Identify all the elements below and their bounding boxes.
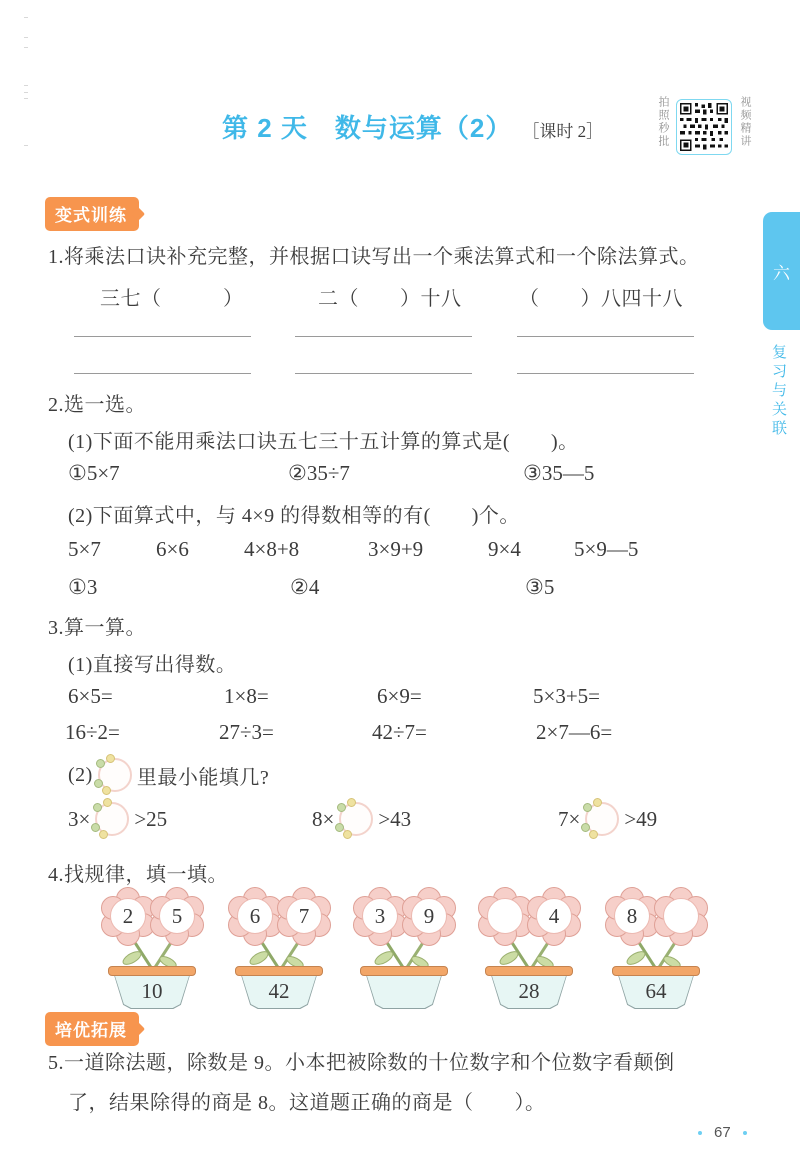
q1-answer-blank[interactable] [295,336,472,337]
flower-circle-icon[interactable] [95,802,129,836]
q2-part2: (2)下面算式中，与 4×9 的得数相等的有( )个。 [68,505,520,527]
inequality-rhs: >43 [378,806,412,831]
binding-mark [24,145,28,146]
flower-number[interactable]: 3 [362,898,398,934]
page-title: 第 2 天 数与运算（2） [222,113,513,143]
q1-hint-1: 三七（ ） [100,288,244,310]
flower-number[interactable]: 6 [237,898,273,934]
page-number-dot [698,1131,702,1135]
chapter-label: 复习与关联 [770,344,787,439]
qr-code-icon [676,99,732,155]
binding-mark [24,85,28,86]
q3-inequality-3 [558,802,657,836]
question-5-text1: 一道除法题，除数是 9。小本把被除数的十位数字和个位数字看颠倒 [64,1052,675,1074]
q3-calc[interactable]: 1×8= [224,684,269,708]
q1-hint-2: 二（ ）十八 [318,288,462,310]
q1-answer-blank[interactable] [517,336,694,337]
q3-part2 [68,758,269,792]
question-3-title: 算一算。 [64,617,146,639]
section-badge-bianshixunlian: 变式训练 [45,197,139,231]
q2-part1: (1)下面不能用乘法口诀五七三十五计算的算式是( )。 [68,431,579,453]
q3-calc[interactable]: 2×7—6= [536,720,613,744]
question-4 [48,858,228,887]
q2-part2-option-3: ③5 [525,575,555,599]
question-4-number: 4. [48,864,64,886]
q2-part2-option-1: ①3 [68,575,98,599]
flower-pot-group-1 [100,888,204,1010]
flower-number[interactable]: 8 [614,898,650,934]
unit-tab [763,212,800,330]
q2-expression-1: 5×7 [68,537,101,561]
question-3 [48,611,146,640]
flower [653,888,709,944]
inequality-lhs: 3× [68,806,91,831]
binding-mark [24,17,28,18]
binding-mark [24,47,28,48]
flower-number[interactable]: 4 [536,898,572,934]
q2-part1-option-2: ②35÷7 [288,461,350,485]
flower-pot-group-5 [604,888,708,1010]
question-4-title: 找规律，填一填。 [64,864,228,886]
flower [149,888,205,944]
q1-hint-3: （ ）八四十八 [519,288,683,310]
q3-calc[interactable]: 6×9= [377,684,422,708]
q3-calc[interactable]: 42÷7= [372,720,427,744]
qr-block [655,96,753,158]
flower [276,888,332,944]
question-1-number: 1. [48,246,64,268]
pot-rim [108,966,196,976]
flower-number[interactable] [487,898,523,934]
flower-number[interactable] [663,898,699,934]
pot-number[interactable]: 42 [268,979,290,1003]
flower [401,888,457,944]
binding-mark [24,98,28,99]
pot-rim [485,966,573,976]
flower [352,888,408,944]
q3-calc[interactable]: 16÷2= [65,720,120,744]
inequality-rhs: >25 [134,806,168,831]
page-number-dot [743,1131,747,1135]
q3-part2-prefix: (2) [68,763,93,786]
binding-mark [24,92,28,93]
pot-rim [612,966,700,976]
q3-inequality-1 [68,802,167,836]
inequality-lhs: 7× [558,806,581,831]
q1-answer-blank[interactable] [74,336,251,337]
q2-part1-option-3: ③35—5 [523,461,595,485]
binding-mark [24,37,28,38]
q1-answer-blank[interactable] [517,373,694,374]
flower [477,888,533,944]
flower [100,888,156,944]
flower [227,888,283,944]
question-2-title: 选一选。 [64,394,146,416]
question-3-number: 3. [48,617,64,639]
flower-circle-icon[interactable] [98,758,132,792]
pot-number[interactable]: 10 [141,979,163,1003]
flower-circle-icon[interactable] [339,802,373,836]
q2-expression-2: 6×6 [156,537,189,561]
q1-answer-blank[interactable] [74,373,251,374]
page-header [222,108,603,145]
flower-pot-group-3 [352,888,456,1010]
flower-circle-icon[interactable] [585,802,619,836]
qr-left-label: 拍照秒批 [657,96,669,148]
flower-pot[interactable] [366,975,442,1009]
pot-rim [360,966,448,976]
question-1-text: 将乘法口诀补充完整，并根据口诀写出一个乘法算式和一个除法算式。 [64,246,700,268]
flower-pot-group-4 [477,888,581,1010]
pot-number[interactable]: 64 [645,979,667,1003]
section-badge-peiyoutuozhan: 培优拓展 [45,1012,139,1046]
qr-right-label: 视频精讲 [739,96,751,148]
q2-expression-6: 5×9—5 [574,537,639,561]
unit-tab-label: 六 [773,263,790,283]
question-5-line2: 了，结果除得的商是 8。这道题正确的商是（ ）。 [68,1092,546,1114]
q2-part2-option-2: ②4 [290,575,320,599]
flower-number[interactable]: 9 [411,898,447,934]
inequality-lhs: 8× [312,806,335,831]
q3-calc[interactable]: 5×3+5= [533,684,601,708]
flower [526,888,582,944]
flower-number[interactable]: 5 [159,898,195,934]
q3-part1: (1)直接写出得数。 [68,654,237,676]
q2-expression-4: 3×9+9 [368,537,424,561]
page-number-value: 67 [714,1124,731,1141]
flower-number[interactable]: 2 [110,898,146,934]
q2-expression-3: 4×8+8 [244,537,300,561]
inequality-rhs: >49 [624,806,658,831]
question-5-line1 [48,1046,675,1075]
q1-answer-blank[interactable] [295,373,472,374]
pot-number[interactable]: 28 [518,979,540,1003]
q3-calc[interactable]: 6×5= [68,684,113,708]
question-2 [48,388,146,417]
question-2-number: 2. [48,394,64,416]
q2-part1-option-1: ①5×7 [68,461,120,485]
q3-calc[interactable]: 27÷3= [219,720,274,744]
q2-expression-5: 9×4 [488,537,521,561]
q3-inequality-2 [312,802,411,836]
flower-pot-group-2 [227,888,331,1010]
flower [604,888,660,944]
question-5-number: 5. [48,1052,64,1074]
pot-rim [235,966,323,976]
page-number [698,1124,747,1141]
flower-number[interactable]: 7 [286,898,322,934]
q3-part2-suffix: 里最小能填几? [136,766,270,789]
lesson-tag: ［课时 2］ [522,122,604,141]
question-1 [48,240,700,269]
